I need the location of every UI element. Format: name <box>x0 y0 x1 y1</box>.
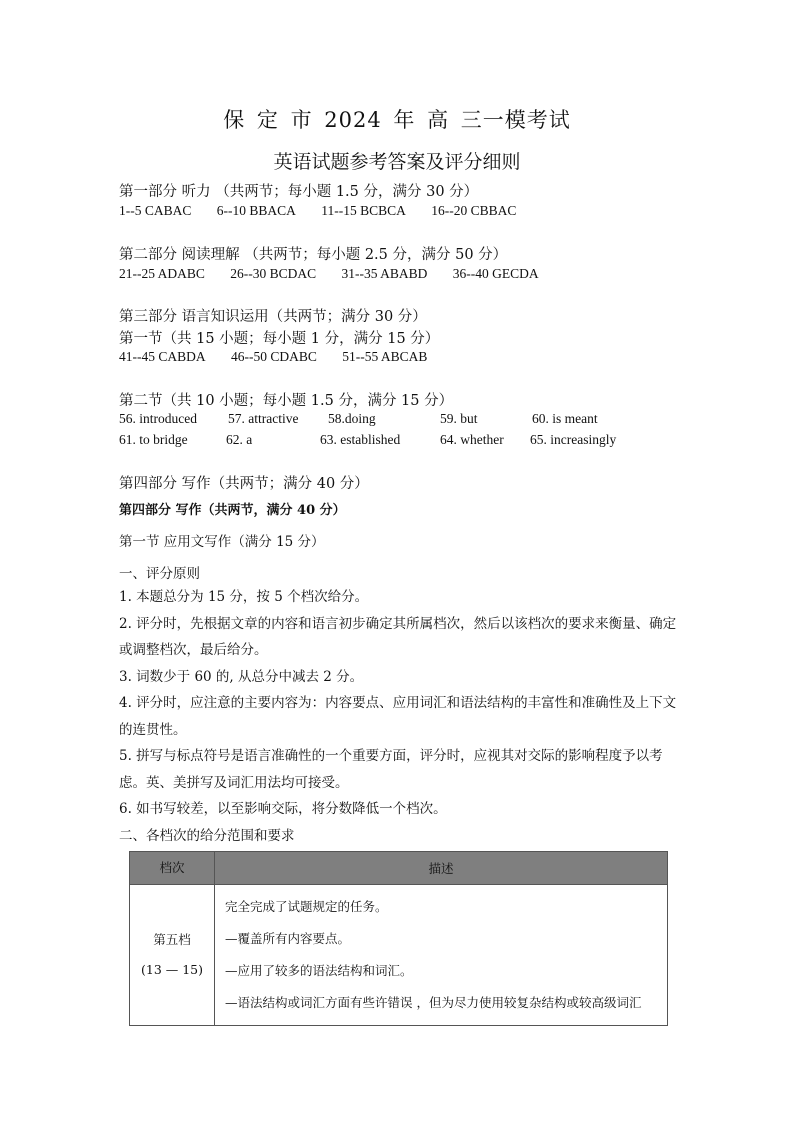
principle-item: 3. 词数少于 60 的, 从总分中减去 2 分。 <box>119 668 364 685</box>
description-line: 完全完成了试题规定的任务。 <box>225 899 388 914</box>
description-line: —语法结构或词汇方面有些许错误 ，但为尽力使用较复杂结构或较高级词汇 <box>225 995 642 1010</box>
principles-list <box>119 584 679 849</box>
answer-group: 26--30 BCDAC <box>230 266 317 281</box>
level-range: (13 — 15) <box>140 962 203 977</box>
level-cell <box>130 885 215 1026</box>
level-name: 第五档 <box>153 932 191 947</box>
fill-answer: 59. but <box>440 411 478 426</box>
answer-group: 36--40 GECDA <box>452 266 539 281</box>
fill-answer: 57. attractive <box>228 411 299 426</box>
principles-title: 一、评分原则 <box>119 566 200 582</box>
answer-group: 31--35 ABABD <box>341 266 428 281</box>
answer-group: 21--25 ADABC <box>119 266 205 281</box>
answer-group: 6--10 BBACA <box>216 203 296 218</box>
part3-section1: 第一节（共 15 小题；每小题 1 分，满分 15 分） <box>119 331 440 347</box>
answer-group: 41--45 CABDA <box>119 349 206 364</box>
principle-item: 4. 评分时，应注意的主要内容为：内容要点、应用词汇和语法结构的丰富性和准确性及上下文的连贯性。 <box>119 695 677 738</box>
principle-item: 1. 本题总分为 15 分，按 5 个档次给分。 <box>119 589 369 605</box>
part1-heading: 第一部分 听力 （共两节；每小题 1.5 分，满分 30 分） <box>119 184 479 200</box>
page-title: 保 定 市 2024 年 高 三一模考试 <box>223 108 571 132</box>
principle-item: 2. 评分时，先根据文章的内容和语言初步确定其所属档次，然后以该档次的要求来衡量、确定或调整档次，最后给分。 <box>119 615 677 658</box>
table-header: 档次 <box>130 852 215 885</box>
fill-answer: 63. established <box>320 432 401 447</box>
answer-group: 46--50 CDABC <box>231 349 317 364</box>
principle-item: 5. 拼写与标点符号是语言准确性的一个重要方面，评分时，应视其对交际的影响程度予以考虑。英、美拼写及词汇用法均可接受。 <box>119 748 663 791</box>
part1-answers <box>119 203 538 219</box>
part4-section1: 第一节 应用文写作（满分 15 分） <box>119 534 325 550</box>
answer-group: 11--15 BCBCA <box>321 203 406 218</box>
fill-answer: 58.doing <box>328 411 376 426</box>
fill-answer: 65. increasingly <box>530 432 617 447</box>
fill-answer: 64. whether <box>440 432 504 447</box>
principle-item: 6. 如书写较差，以至影响交际，将分数降低一个档次。 <box>119 801 447 817</box>
table-row <box>130 885 668 1026</box>
part3-answers <box>119 349 449 365</box>
fill-answer: 56. introduced <box>119 411 197 426</box>
part2-answers <box>119 266 561 282</box>
fill-answer: 62. a <box>226 432 253 447</box>
part4-heading: 第四部分 写作（共两节；满分 40 分） <box>119 476 369 492</box>
part4-heading-bold: 第四部分 写作（共两节，满分 40 分） <box>119 503 346 518</box>
answer-group: 16--20 CBBAC <box>431 203 517 218</box>
answer-group: 1--5 CABAC <box>119 203 192 218</box>
description-line: —应用了较多的语法结构和词汇。 <box>225 963 413 978</box>
description-line: —覆盖所有内容要点。 <box>225 931 351 946</box>
levels-title: 二、各档次的给分范围和要求 <box>119 827 295 844</box>
scoring-table <box>129 851 668 1026</box>
description-cell <box>215 885 668 1026</box>
answer-group: 51--55 ABCAB <box>342 349 428 364</box>
part2-heading: 第二部分 阅读理解 （共两节；每小题 2.5 分，满分 50 分） <box>119 247 508 263</box>
fill-answer: 61. to bridge <box>119 432 188 447</box>
table-header-row <box>130 852 668 885</box>
table-header: 描述 <box>215 852 668 885</box>
part3-section2: 第二节（共 10 小题；每小题 1.5 分，满分 15 分） <box>119 393 454 409</box>
page-subtitle: 英语试题参考答案及评分细则 <box>273 151 521 173</box>
fill-answer: 60. is meant <box>532 411 598 426</box>
part3-heading: 第三部分 语言知识运用（共两节；满分 30 分） <box>119 309 427 325</box>
